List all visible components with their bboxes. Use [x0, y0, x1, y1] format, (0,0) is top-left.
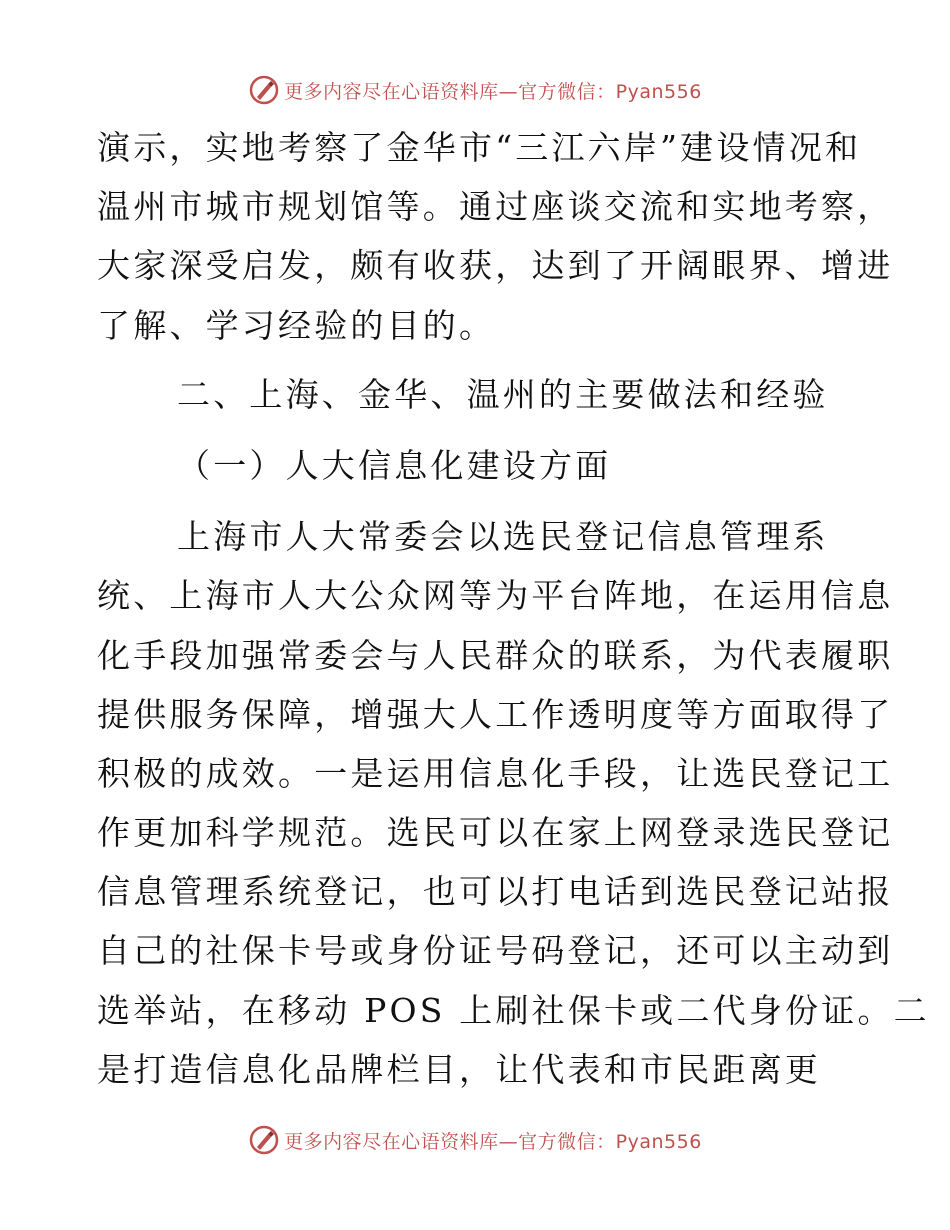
text-line: 作更加科学规范。选民可以在家上网登录选民登记: [97, 813, 894, 853]
text-line: 了解、学习经验的目的。: [97, 305, 496, 345]
text-line: 化手段加强常委会与人民群众的联系，为代表履职: [97, 635, 894, 675]
text-line: 选举站，在移动 POS 上刷社保卡或二代身份证。二: [97, 990, 930, 1030]
document-body: [97, 118, 930, 1099]
subsection-heading: （一）人大信息化建设方面: [177, 445, 612, 485]
text-line: 是打造信息化品牌栏目，让代表和市民距离更: [97, 1049, 821, 1089]
paragraph-main: [97, 507, 930, 1099]
text-line: 温州市城市规划馆等。通过座谈交流和实地考察，: [97, 187, 894, 227]
watermark-text: 更多内容尽在心语资料库—官方微信：Pyan556: [284, 80, 702, 103]
text-line: 积极的成效。一是运用信息化手段，让选民登记工: [97, 753, 894, 793]
header-watermark: [0, 70, 950, 110]
pen-logo-icon: [248, 74, 280, 106]
text-line: 大家深受启发，颇有收获，达到了开阔眼界、增进: [97, 246, 894, 286]
footer-watermark: [0, 1120, 950, 1160]
paragraph-continuation: [97, 118, 894, 355]
pen-logo-icon: [248, 1124, 280, 1156]
watermark-text: 更多内容尽在心语资料库—官方微信：Pyan556: [284, 1130, 702, 1153]
text-line: 自己的社保卡号或身份证号码登记，还可以主动到: [97, 931, 894, 971]
text-line: 上海市人大常委会以选民登记信息管理系: [177, 517, 829, 557]
text-line: 提供服务保障，增强大人工作透明度等方面取得了: [97, 694, 894, 734]
text-line: 演示，实地考察了金华市“三江六岸”建设情况和: [97, 128, 862, 167]
text-line: 统、上海市人大公众网等为平台阵地，在运用信息: [97, 576, 894, 616]
text-line: 信息管理系统登记，也可以打电话到选民登记站报: [97, 872, 894, 912]
section-heading: 二、上海、金华、温州的主要做法和经验: [177, 374, 829, 414]
